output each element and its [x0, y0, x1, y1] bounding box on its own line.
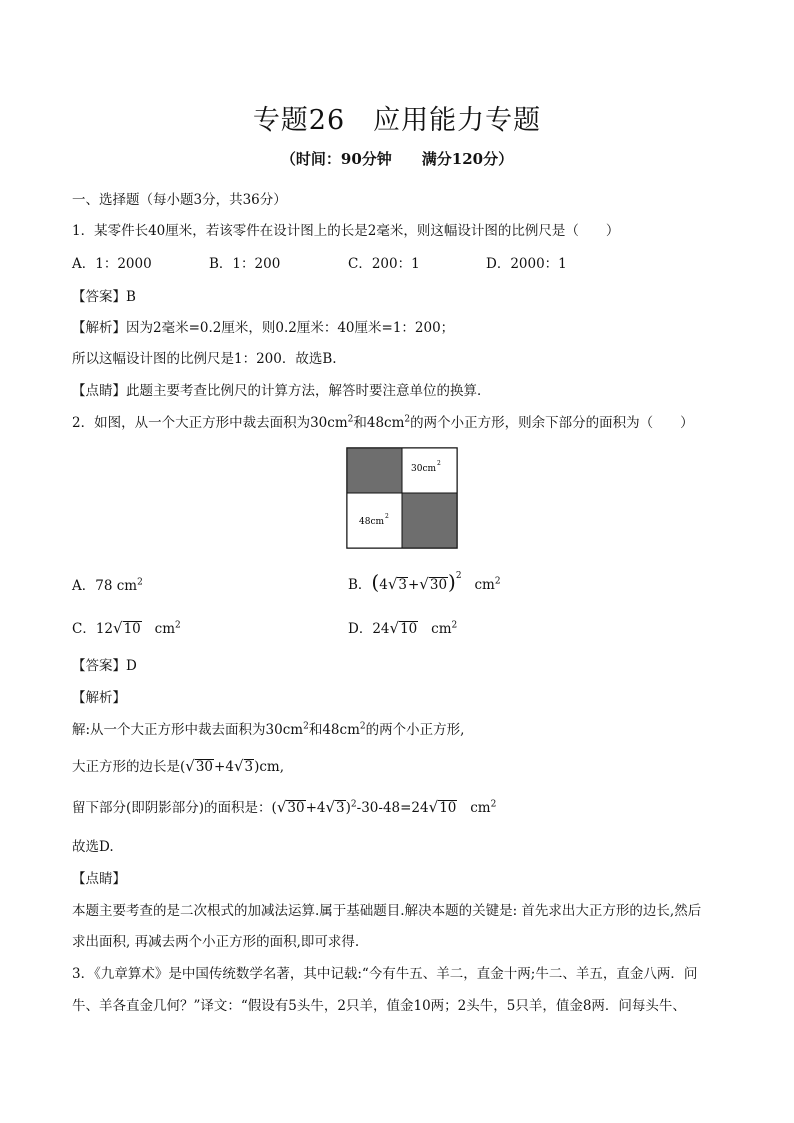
q2-option-c-radicand: 10	[123, 621, 141, 637]
section-heading: 一、选择题（每小题3分，共36分）	[72, 192, 287, 208]
q2-stem-part-2: 和48cm	[353, 415, 405, 431]
q2-analysis-heading: 【解析】	[72, 690, 126, 706]
q2-option-d-label: D．24	[348, 621, 390, 637]
square-diagram	[346, 447, 458, 549]
q2-stem-part-3: 的两个小正方形，则余下部分的面积为（ ）	[410, 415, 694, 431]
q2-solution-2e: )cm,	[254, 759, 285, 775]
q2-solution-3a: 留下部分(即阴影部分)的面积是：(	[72, 800, 277, 816]
q2-conclusion: 故选D.	[72, 839, 114, 855]
q2-solution-3e: )	[345, 800, 351, 816]
q2-solution-3b: 30	[287, 800, 305, 816]
q2-note-heading: 【点睛】	[72, 871, 126, 887]
q1-option-c: C．200：1	[348, 256, 420, 272]
q2-option-b-radicand-1: 3	[398, 577, 407, 593]
q2-option-b: B．$(4√3+√30)^2$ $cm^2$	[348, 570, 501, 594]
q2-option-b-label: B．	[348, 577, 372, 593]
q2-note-line-1: 本题主要考查的是二次根式的加减法运算.属于基础题目.解决本题的关键是: 首先求出大正方形的边长,然后	[72, 903, 702, 919]
label-30cm: 30cm	[411, 464, 437, 474]
q2-solution-1a: 解:从一个大正方形中裁去面积为30cm	[72, 722, 304, 738]
q1-option-b: B．1：200	[209, 256, 281, 272]
q2-stem: 2．如图，从一个大正方形中裁去面积为$30cm^2$和$48cm^2$的两个小正方形，则余下部分的面积为（ ）	[72, 414, 694, 431]
label-30cm-exp: 2	[437, 460, 441, 467]
q1-analysis-line-1: 【解析】因为2毫米=0.2厘米，则0.2厘米：40厘米=1：200；	[72, 320, 455, 336]
q2-solution-1b: 和48cm	[308, 722, 360, 738]
q1-analysis-line-2: 所以这幅设计图的比例尺是1：200．故选B.	[72, 351, 337, 367]
page-subtitle: （时间：90分钟 满分120分）	[280, 150, 514, 168]
q1-stem: 1．某零件长40厘米，若该零件在设计图上的长是2毫米，则这幅设计图的比例尺是（ ）	[72, 223, 620, 239]
q2-option-b-unit: cm	[474, 577, 495, 593]
q2-solution-2c: +4	[214, 759, 234, 775]
label-48cm-exp: 2	[385, 513, 389, 520]
q2-solution-3h: cm	[470, 800, 491, 816]
q2-option-b-radicand-2: 30	[429, 577, 448, 593]
q2-solution-1c: 的两个小正方形,	[365, 722, 465, 738]
shaded-region-bottom-right	[402, 493, 457, 548]
q2-option-b-coef: 4	[379, 577, 388, 593]
q2-option-a: A．78 $cm^2$	[72, 577, 143, 594]
q2-option-b-plus: +	[407, 577, 420, 593]
q1-option-d: D．2000：1	[486, 256, 567, 272]
q2-solution-3f: -30-48=24	[356, 800, 429, 816]
q2-option-c-unit: cm	[154, 621, 176, 637]
q1-note: 【点睛】此题主要考查比例尺的计算方法，解答时要注意单位的换算．	[72, 383, 491, 399]
q2-option-d-unit: cm	[431, 621, 452, 637]
q2-solution-2b: 30	[195, 759, 214, 775]
q2-solution-3g: 10	[439, 800, 457, 816]
q2-solution-3d: 3	[336, 800, 345, 816]
q2-solution-line-3: 留下部分(即阴影部分)的面积是：$(√30+4√3)^2-30-48=24√10$ $cm^2$	[72, 798, 497, 816]
q2-note-line-2: 求出面积, 再减去两个小正方形的面积,即可求得.	[72, 934, 360, 950]
q2-option-d-radicand: 10	[400, 621, 418, 637]
q2-option-a-text: A．78 cm	[72, 578, 138, 594]
q3-line-2: 牛、羊各直金几何？”译文：“假设有5头牛，2只羊，值金10两；2头牛，5只羊，值金8两．问每头牛、	[72, 998, 686, 1014]
q2-solution-line-2: 大正方形的边长是(√30+4√3)cm,	[72, 757, 285, 775]
q1-answer: 【答案】B	[72, 289, 136, 305]
q2-option-d: D．24√10 $cm^2$	[348, 619, 458, 637]
q2-option-c: C．12√10 $cm^2$	[72, 619, 181, 637]
label-48cm: 48cm	[359, 517, 385, 527]
q2-answer: 【答案】D	[72, 658, 137, 674]
q3-line-1: 3．《九章算术》是中国传统数学名著，其中记载:“今有牛五、羊二，直金十两;牛二、羊五，直金八两．问	[72, 966, 698, 982]
shaded-region-top-left	[347, 448, 402, 493]
q1-option-a: A．1：2000	[72, 256, 152, 272]
q2-solution-3c: +4	[305, 800, 326, 816]
page-title: 专题26 应用能力专题	[252, 105, 542, 136]
q2-solution-2d: 3	[244, 759, 254, 775]
q2-solution-2a: 大正方形的边长是(	[72, 759, 186, 775]
q2-stem-part-1: 2．如图，从一个大正方形中裁去面积为30cm	[72, 415, 348, 431]
q2-solution-line-1: 解:从一个大正方形中裁去面积为$30cm^2$和$48cm^2$的两个小正方形,	[72, 721, 465, 738]
q2-option-c-label: C．12	[72, 621, 114, 637]
